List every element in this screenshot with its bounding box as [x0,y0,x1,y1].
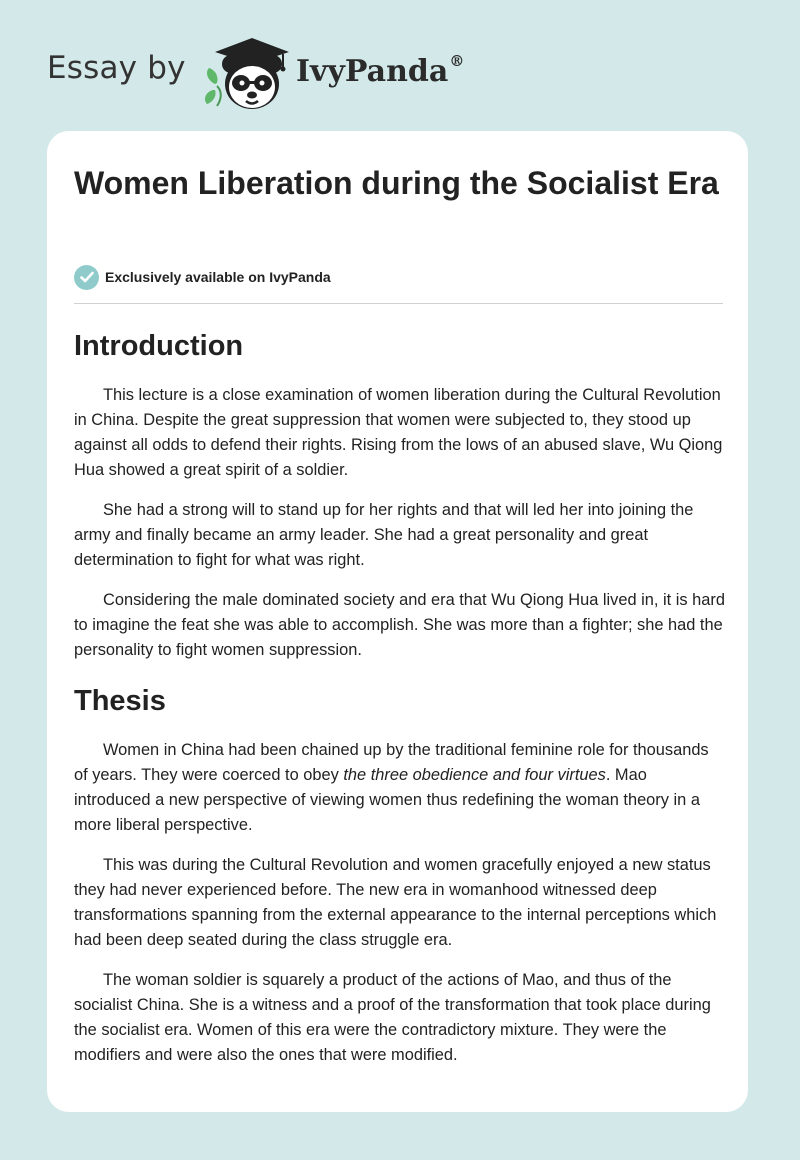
paragraph-text: Women in China had been chained up by the traditional feminine role for thousands of years. They were coerced to obey [74,741,709,784]
paragraph-text: . Mao introduced a new perspective of viewing women thus redefining the woman theory in a more liberal perspective. [74,766,700,834]
check-badge-icon [74,265,99,290]
essay-body [74,321,726,1083]
paragraph [74,738,726,838]
brand-text: IvyPanda [296,54,449,89]
divider [74,303,723,304]
section-heading-introduction: Introduction [74,330,244,362]
section-heading-thesis: Thesis [74,685,166,717]
panda-logo-icon[interactable] [203,34,293,114]
paragraph: The woman soldier is squarely a product of the actions of Mao, and thus of the socialist China. She is a witness and a proof of the transformation that took place during the socialist era. Women of this era were the contradictory mixture. They were the modifiers and were also the ones that were modified. [74,971,711,1064]
exclusive-badge [74,264,331,290]
exclusive-label: Exclusively available on IvyPanda [105,269,331,285]
emphasis-text: the three obedience and four virtues [343,766,606,784]
site-header [47,34,507,114]
paragraph: This was during the Cultural Revolution and women gracefully enjoyed a new status they had never experienced before. The new era in womanhood witnessed deep transformations spanning from the external appearance to the internal perceptions which had been deep seated during the class struggle era. [74,856,717,949]
page-title: Women Liberation during the Socialist Era [74,165,719,201]
ivy-leaf-icon [205,68,221,106]
essay-by-label: Essay by [47,50,186,86]
paragraph: This lecture is a close examination of women liberation during the Cultural Revolution in China. Despite the great suppression that women were subjected to, they stood up against all odds to defend their rights. Rising from the lows of an abused slave, Wu Qiong Hua showed a great spirit of a soldier. [74,386,723,479]
paragraph: Considering the male dominated society and era that Wu Qiong Hua lived in, it is hard to imagine the feat she was able to accomplish. She was more than a fighter; she had the personality to fight women suppression. [74,591,725,659]
essay-card [47,131,748,1112]
paragraph: She had a strong will to stand up for her rights and that will led her into joining the army and finally became an army leader. She had a great personality and great determination to fight for what was right. [74,501,694,569]
registered-mark: ® [449,52,465,70]
brand-name[interactable] [296,54,463,89]
